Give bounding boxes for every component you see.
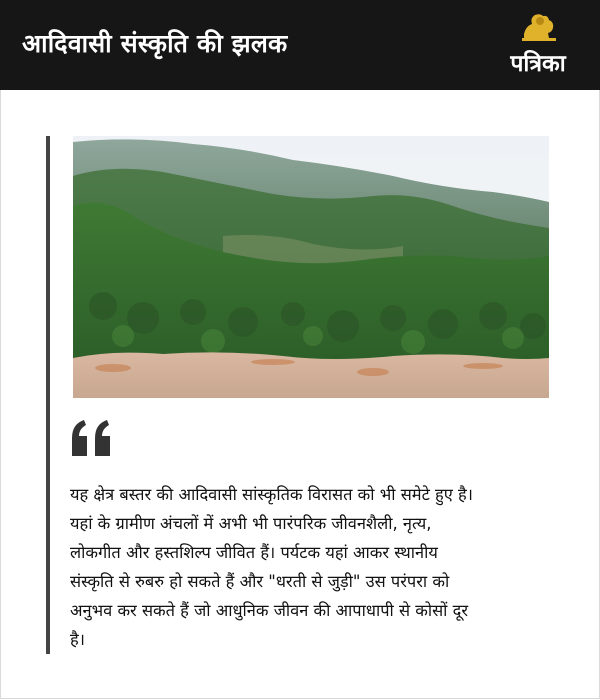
quote-paragraph: [70, 480, 590, 654]
quote-line: यहां के ग्रामीण अंचलों में अभी भी पारंपरिक जीवनशैली, नृत्य,: [70, 514, 432, 533]
forest-hills-landscape-image: [73, 136, 549, 398]
logo-wordmark: पत्रिका: [510, 51, 566, 77]
quote-line: अनुभव कर सकते हैं जो आधुनिक जीवन की आपाधापी से कोसों दूर: [70, 601, 469, 620]
quote-mark-icon: [70, 418, 114, 458]
page-title: आदिवासी संस्कृति की झलक: [22, 29, 288, 58]
quote-line: लोकगीत और हस्तशिल्प जीवित हैं। पर्यटक यहां आकर स्थानीय: [70, 543, 438, 562]
quote-line: यह क्षेत्र बस्तर की आदिवासी सांस्कृतिक विरासत को भी समेटे हुए है।: [70, 485, 473, 504]
header-bar: [0, 0, 600, 90]
patrika-logo[interactable]: [498, 12, 578, 78]
quote-accent-bar: [46, 136, 50, 654]
quote-line: संस्कृति से रुबरु हो सकते हैं और "धरती से जुड़ी" उस परंपरा को: [70, 572, 450, 591]
quote-line: है।: [70, 630, 85, 649]
lion-emblem-icon: [518, 12, 560, 42]
